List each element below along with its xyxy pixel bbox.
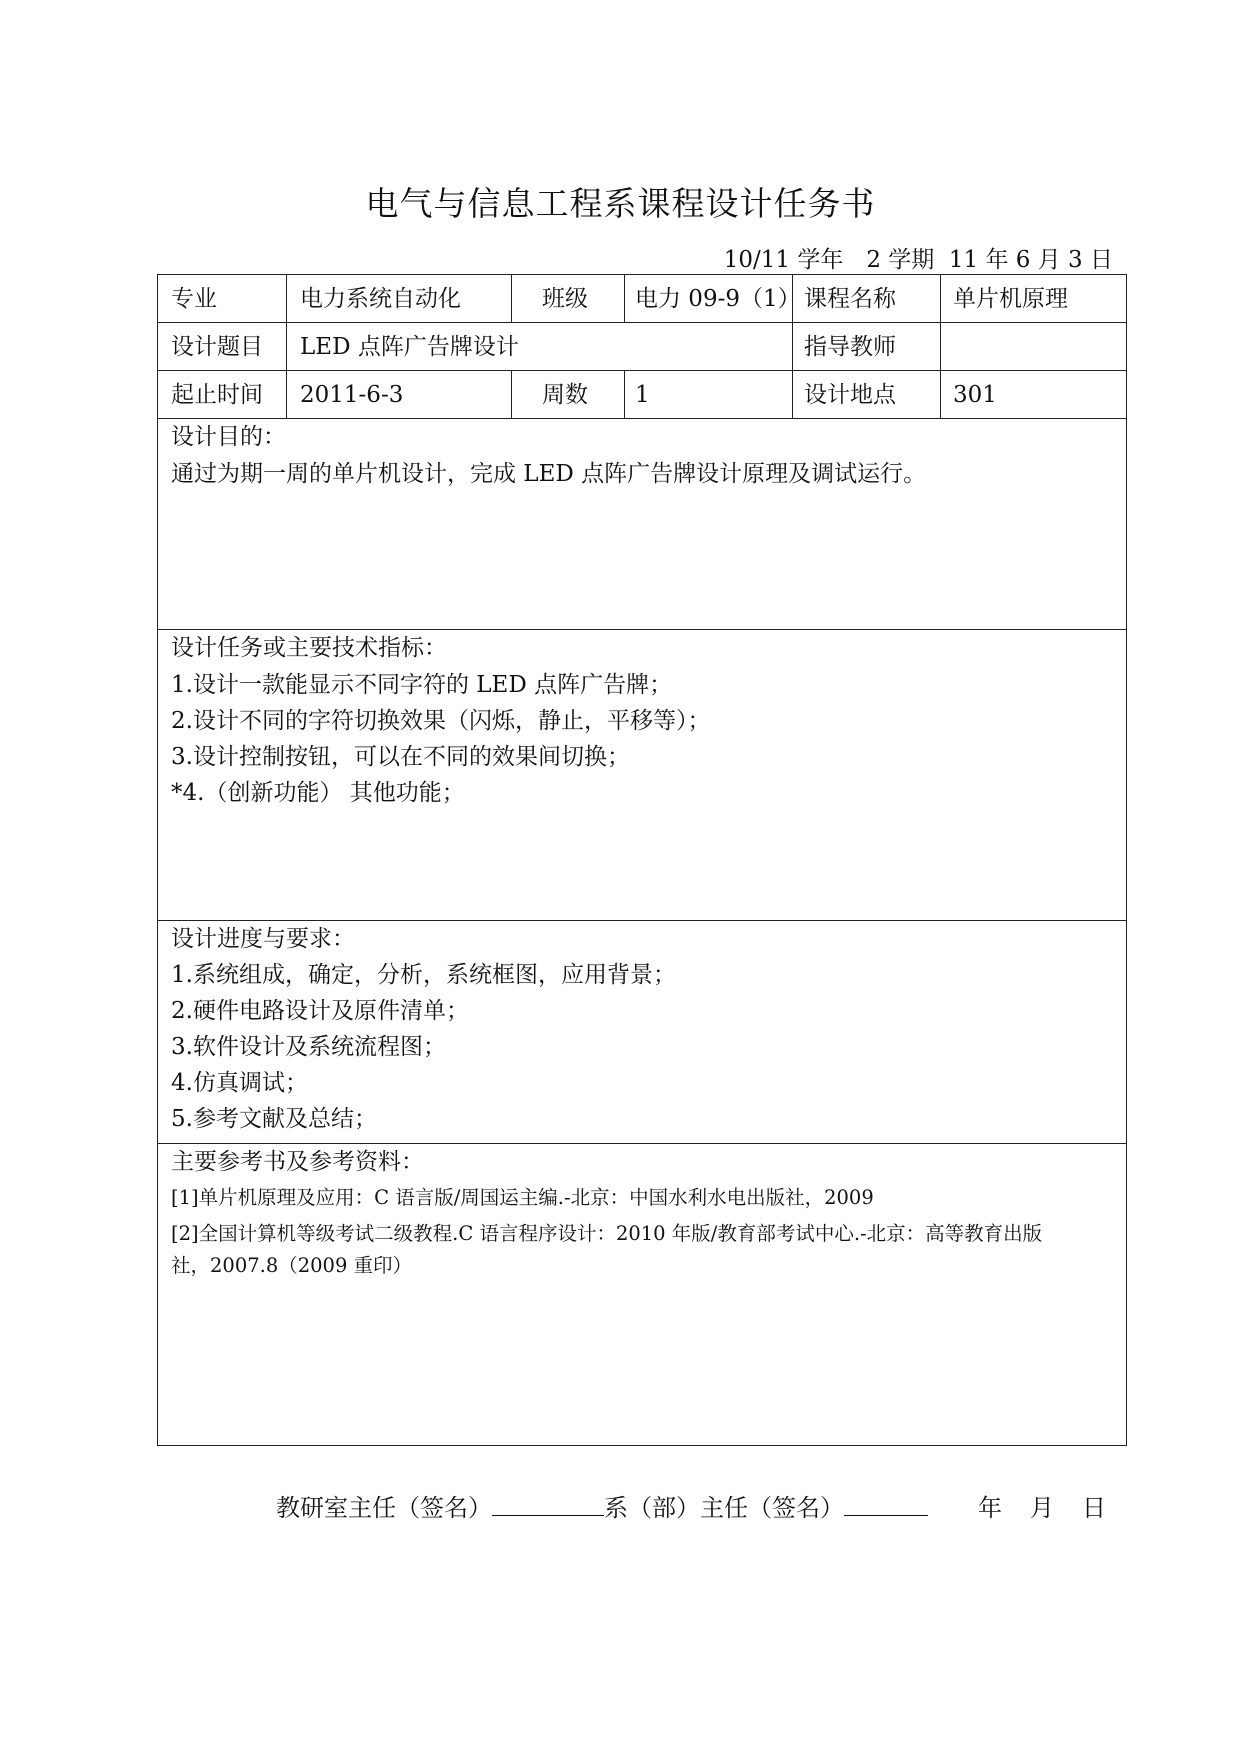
task-form-table [157, 274, 1127, 1446]
purpose-line: 通过为期一周的单片机设计，完成 LED 点阵广告牌设计原理及调试运行。 [171, 461, 927, 487]
progress-heading: 设计进度与要求： [171, 926, 355, 952]
class-value: 电力 09-9（1） [635, 286, 801, 312]
major-label: 专业 [171, 286, 217, 312]
row-divider [158, 418, 1126, 419]
references-heading: 主要参考书及参考资料： [171, 1149, 424, 1175]
major-value: 电力系统自动化 [300, 286, 461, 312]
column-divider [511, 370, 512, 418]
row-divider [158, 920, 1126, 921]
task-line: *4.（创新功能） 其他功能； [171, 780, 465, 806]
reference-line: 社，2007.8（2009 重印） [171, 1254, 413, 1277]
page-title: 电气与信息工程系课程设计任务书 [365, 184, 876, 223]
progress-line: 5.参考文献及总结； [171, 1106, 377, 1132]
office-director-label: 教研室主任（签名） [276, 1494, 492, 1522]
progress-line: 3.软件设计及系统流程图； [171, 1034, 446, 1060]
topic-label: 设计题目 [171, 334, 263, 360]
dept-director-label: 系（部）主任（签名） [604, 1494, 844, 1522]
progress-line: 2.硬件电路设计及原件清单； [171, 998, 469, 1024]
time-label: 起止时间 [171, 382, 263, 408]
row-divider [158, 370, 1126, 371]
place-label: 设计地点 [804, 382, 896, 408]
year-label: 年 [978, 1494, 1002, 1522]
progress-line: 4.仿真调试； [171, 1070, 308, 1096]
column-divider [511, 275, 512, 323]
semester-date-line: 10/11 学年 2 学期 11 年 6 月 3 日 [723, 247, 1113, 273]
topic-value: LED 点阵广告牌设计 [300, 334, 519, 360]
task-line: 3.设计控制按钮，可以在不同的效果间切换； [171, 744, 630, 770]
task-line: 2.设计不同的字符切换效果（闪烁，静止，平移等）； [171, 708, 711, 734]
place-value: 301 [953, 382, 997, 408]
dept-director-signature-blank[interactable] [844, 1493, 928, 1516]
office-director-signature-blank[interactable] [492, 1493, 604, 1516]
row-divider [158, 1143, 1126, 1144]
task-line: 1.设计一款能显示不同字符的 LED 点阵广告牌； [171, 672, 673, 698]
progress-line: 1.系统组成，确定，分析，系统框图，应用背景； [171, 962, 676, 988]
signature-line [276, 1488, 1106, 1523]
course-label: 课程名称 [804, 286, 896, 312]
purpose-heading: 设计目的： [171, 424, 286, 450]
tasks-heading: 设计任务或主要技术指标： [171, 635, 447, 661]
time-value: 2011-6-3 [300, 382, 404, 408]
column-divider [624, 275, 625, 323]
day-label: 日 [1082, 1494, 1106, 1522]
month-label: 月 [1030, 1494, 1054, 1522]
reference-line: [1]单片机原理及应用：C 语言版/周国运主编.-北京：中国水利水电出版社，2009 [171, 1186, 874, 1209]
column-divider [624, 370, 625, 418]
column-divider [286, 275, 287, 418]
weeks-value: 1 [635, 382, 650, 408]
class-label: 班级 [542, 286, 588, 312]
reference-line: [2]全国计算机等级考试二级教程.C 语言程序设计：2010 年版/教育部考试中心.-北京：高等教育出版 [171, 1222, 1043, 1245]
course-value: 单片机原理 [953, 286, 1068, 312]
row-divider [158, 322, 1126, 323]
column-divider [940, 275, 941, 418]
row-divider [158, 629, 1126, 630]
weeks-label: 周数 [542, 382, 588, 408]
teacher-label: 指导教师 [804, 334, 896, 360]
